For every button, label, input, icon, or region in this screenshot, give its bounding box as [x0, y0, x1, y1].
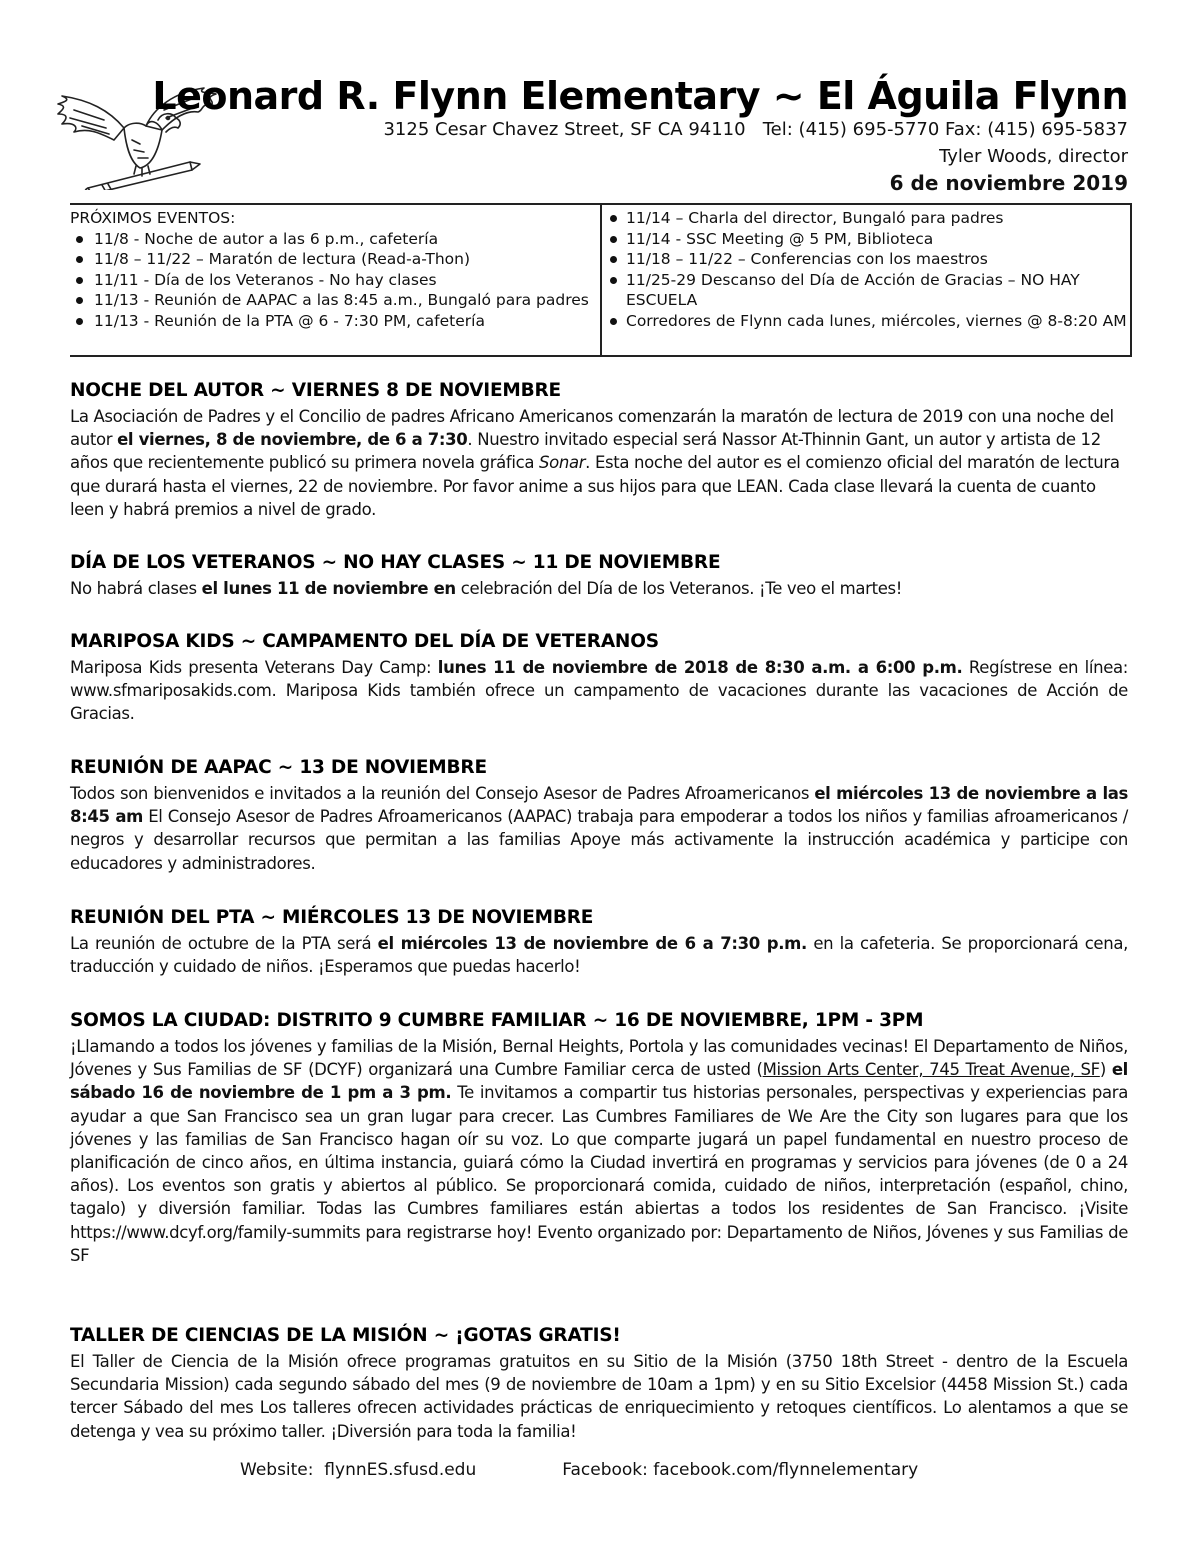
event-item: 11/14 - SSC Meeting @ 5 PM, Biblioteca	[626, 229, 1130, 250]
school-title: Leonard R. Flynn Elementary ~ El Águila Flynn	[152, 74, 1128, 118]
section-family-summit	[70, 1010, 1128, 1267]
upcoming-events-box	[70, 203, 1132, 357]
section-body: La Asociación de Padres y el Concilio de padres Africano Americanos comenzarán la maratón de lectura de 2019 con una noche del autor el viernes, 8 de noviembre, de 6 a 7:30. Nuestro invitado especial será Nassor At-Thinnin Gant, un autor y artista de 12 años que recientemente publicó su primera novela gráfica Sonar. Esta noche del autor es el comienzo oficial del maratón de lectura que durará hasta el viernes, 22 de noviembre. Por favor anime a sus hijos para que LEAN. Cada clase llevará la cuenta de cuanto leen y habrá premios a nivel de grado.	[70, 407, 1120, 519]
events-list-left	[70, 229, 600, 332]
section-heading: REUNIÓN DE AAPAC ~ 13 DE NOVIEMBRE	[70, 757, 487, 778]
facebook-link[interactable]: Facebook: facebook.com/flynnelementary	[562, 1460, 919, 1480]
event-item: 11/13 - Reunión de AAPAC a las 8:45 a.m., Bungaló para padres	[94, 290, 600, 311]
section-heading: TALLER DE CIENCIAS DE LA MISIÓN ~ ¡GOTAS GRATIS!	[70, 1325, 621, 1346]
venue-link[interactable]: Mission Arts Center, 745 Treat Avenue, SF	[762, 1060, 1100, 1080]
director-name: Tyler Woods, director	[939, 146, 1128, 167]
section-body: Todos son bienvenidos e invitados a la reunión del Consejo Asesor de Padres Afroamericanos el miércoles 13 de noviembre a las 8:45 am El Consejo Asesor de Padres Afroamericanos (AAPAC) trabaja para empoderar a todos los niños y familias afroamericanos / negros y desarrollar recursos que permitan a las familias Apoye más activamente la instrucción académica y participe con educadores y administradores.	[70, 784, 1129, 873]
event-item: Corredores de Flynn cada lunes, miércoles, viernes @ 8-8:20 AM	[626, 311, 1130, 332]
section-heading: MARIPOSA KIDS ~ CAMPAMENTO DEL DÍA DE VETERANOS	[70, 631, 659, 652]
event-item: 11/14 – Charla del director, Bungaló para padres	[626, 208, 1130, 229]
section-body: La reunión de octubre de la PTA será el miércoles 13 de noviembre de 6 a 7:30 p.m. en la cafeteria. Se proporcionará cena, traducción y cuidado de niños. ¡Esperamos que puedas hacerlo!	[70, 934, 1129, 977]
events-list-right	[610, 208, 1130, 331]
section-author-night	[70, 380, 1128, 521]
section-mariposa-kids	[70, 631, 1128, 726]
event-item: 11/8 - Noche de autor a las 6 p.m., cafetería	[94, 229, 600, 250]
section-veterans-day	[70, 552, 1128, 600]
website-link[interactable]: Website: flynnES.sfusd.edu	[240, 1460, 477, 1480]
footer	[240, 1460, 1040, 1480]
section-heading: SOMOS LA CIUDAD: DISTRITO 9 CUMBRE FAMILIAR ~ 16 DE NOVIEMBRE, 1PM - 3PM	[70, 1010, 924, 1031]
section-body: El Taller de Ciencia de la Misión ofrece programas gratuitos en su Sitio de la Misión (3750 18th Street - dentro de la Escuela Secundaria Mission) cada segundo sábado del mes (9 de noviembre de 10am a 1pm) y en su Sitio Excelsior (4458 Mission St.) cada tercer Sábado del mes Los talleres ofrecen actividades prácticas de enriquecimiento y retoques científicos. Lo alentamos a que se detenga y vea su próximo taller. ¡Diversión para toda la familia!	[70, 1352, 1128, 1441]
section-heading: NOCHE DEL AUTOR ~ VIERNES 8 DE NOVIEMBRE	[70, 380, 561, 401]
section-science-workshop	[70, 1325, 1128, 1443]
event-item: 11/18 – 11/22 – Conferencias con los maestros	[626, 249, 1130, 270]
section-pta-meeting	[70, 907, 1128, 978]
events-title: PRÓXIMOS EVENTOS:	[70, 209, 236, 227]
section-aapac-meeting	[70, 757, 1128, 875]
event-item: 11/8 – 11/22 – Maratón de lectura (Read-a-Thon)	[94, 249, 600, 270]
event-item: 11/25-29 Descanso del Día de Acción de Gracias – NO HAY ESCUELA	[626, 270, 1130, 311]
section-body: ¡Llamando a todos los jóvenes y familias de la Misión, Bernal Heights, Portola y las comunidades vecinas! El Departamento de Niños, Jóvenes y Sus Familias de SF (DCYF) organizará una Cumbre Familiar cerca de usted (Mission Arts Center, 745 Treat Avenue, SF) el sábado 16 de noviembre de 1 pm a 3 pm. Te invitamos a compartir tus historias personales, perspectivas y experiencias para ayudar a que San Francisco sea un gran lugar para crecer. Las Cumbres Familiares de We Are the City son lugares para que los jóvenes y las familias de San Francisco hagan oír su voz. Lo que comparte jugará un papel fundamental en nuestro proceso de planificación de cinco años, en última instancia, guiará cómo la Ciudad invertirá en programas y servicios para jóvenes (de 0 a 24 años). Los eventos son gratis y abiertos al público. Se proporcionará comida, cuidado de niños, interpretación (español, chino, tagalo) y diversión familiar. Todas las Cumbres familiares están abiertas a todos los residentes de San Francisco. ¡Visite https://www.dcyf.org/family-summits para registrarse hoy! Evento organizado por: Departamento de Niños, Jóvenes y sus Familias de SF	[70, 1037, 1128, 1265]
events-column-left	[70, 205, 602, 355]
events-column-right	[602, 205, 1132, 355]
section-body: No habrá clases el lunes 11 de noviembre en celebración del Día de los Veteranos. ¡Te veo el martes!	[70, 579, 903, 598]
newsletter-date: 6 de noviembre 2019	[889, 171, 1128, 195]
school-address: 3125 Cesar Chavez Street, SF CA 94110 Tel: (415) 695-5770 Fax: (415) 695-5837	[383, 119, 1128, 140]
event-item: 11/11 - Día de los Veteranos - No hay clases	[94, 270, 600, 291]
section-heading: REUNIÓN DEL PTA ~ MIÉRCOLES 13 DE NOVIEMBRE	[70, 907, 594, 928]
section-heading: DÍA DE LOS VETERANOS ~ NO HAY CLASES ~ 11 DE NOVIEMBRE	[70, 552, 721, 573]
section-body: Mariposa Kids presenta Veterans Day Camp: lunes 11 de noviembre de 2018 de 8:30 a.m. a 6:00 p.m. Regístrese en línea: www.sfmariposakids.com. Mariposa Kids también ofrece un campamento de vacaciones durante las vacaciones de Acción de Gracias.	[70, 658, 1129, 724]
event-item: 11/13 - Reunión de la PTA @ 6 - 7:30 PM, cafetería	[94, 311, 600, 332]
